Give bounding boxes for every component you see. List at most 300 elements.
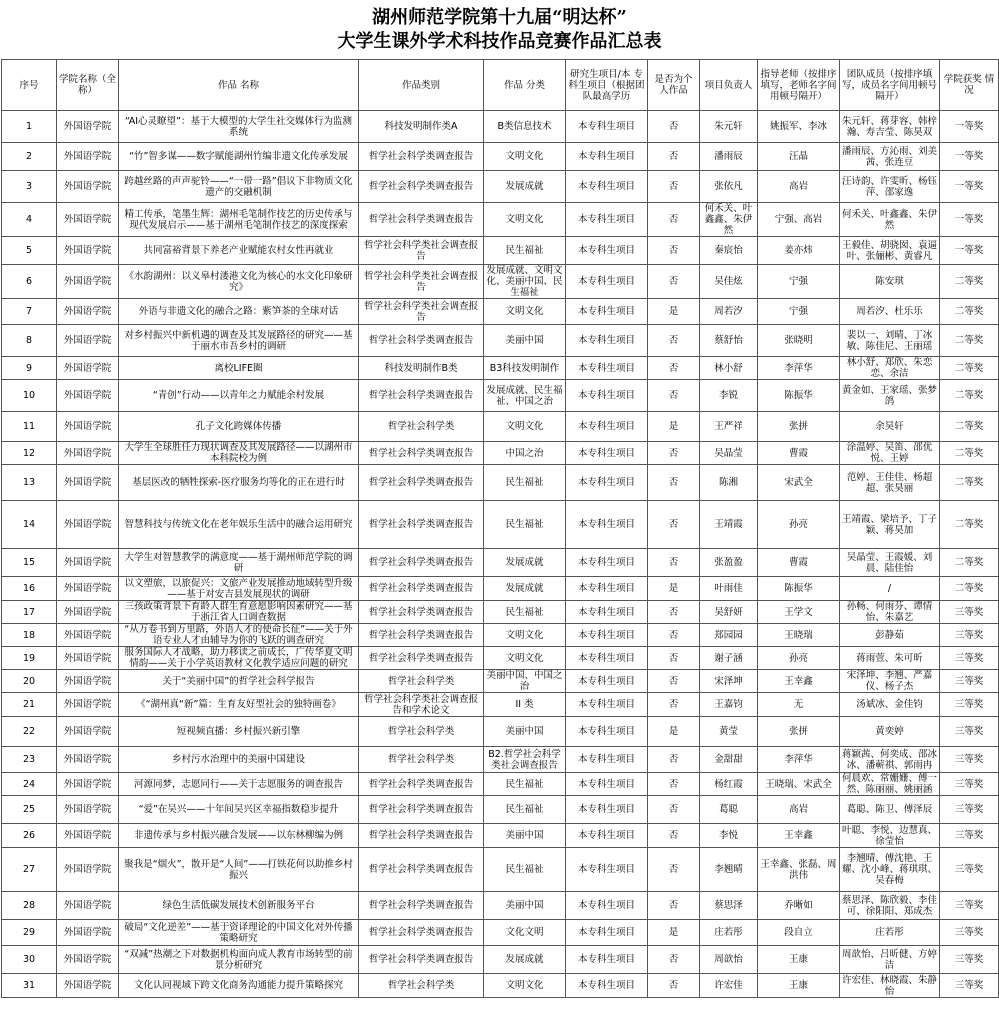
- cell-members: 蔡思泽、陈欣毅、李佳可、徐阳阳、郑成杰: [840, 892, 940, 920]
- cell-category: 哲学社会科学类调查报告: [359, 824, 484, 848]
- cell-category: 哲学社会科学类调查报告: [359, 501, 484, 549]
- cell-level: 本专科生项目: [566, 265, 648, 299]
- cell-advisor: 孙亮: [758, 501, 840, 549]
- cell-class: 美丽中国: [484, 717, 566, 747]
- cell-award: 三等奖: [940, 773, 999, 796]
- cell-leader: 吴佳炫: [700, 265, 758, 299]
- cell-level: 本专科生项目: [566, 143, 648, 171]
- table-row: [2, 265, 999, 299]
- cell-college: 外国语学院: [57, 946, 119, 974]
- cell-index: 13: [2, 465, 57, 501]
- cell-level: 本专科生项目: [566, 601, 648, 624]
- cell-advisor: 段自立: [758, 920, 840, 946]
- cell-award: 三等奖: [940, 647, 999, 670]
- cell-index: 9: [2, 357, 57, 380]
- cell-title: 大学生对智慧教学的满意度——基于湖州师范学院的调研: [119, 549, 359, 577]
- cell-class: 文明文化: [484, 203, 566, 237]
- cell-advisor: 王幸鑫: [758, 824, 840, 848]
- cell-leader: 李悦: [700, 824, 758, 848]
- cell-college: 外国语学院: [57, 717, 119, 747]
- cell-index: 23: [2, 747, 57, 773]
- cell-leader: 周歆怡: [700, 946, 758, 974]
- table-row: [2, 773, 999, 796]
- cell-members: 许宏佳、林晓霞、朱静怡: [840, 974, 940, 998]
- cell-college: 外国语学院: [57, 848, 119, 892]
- cell-college: 外国语学院: [57, 380, 119, 412]
- cell-leader: 周若汐: [700, 299, 758, 325]
- cell-advisor: 王晓瑞、宋武全: [758, 773, 840, 796]
- cell-level: 本专科生项目: [566, 501, 648, 549]
- cell-advisor: 王康: [758, 974, 840, 998]
- cell-title: “竹”智多谋——数字赋能湖州竹编非遗文化传承发展: [119, 143, 359, 171]
- cell-members: 宋泽坤、李翘、严嘉仪、杨子杰: [840, 670, 940, 693]
- table-row: [2, 717, 999, 747]
- cell-individual: 否: [648, 670, 700, 693]
- cell-category: 哲学社会科学类调查报告: [359, 380, 484, 412]
- table-row: [2, 465, 999, 501]
- table-header-row: [2, 60, 999, 111]
- cell-class: 发展成就、文明文化、美丽中国、民生福祉: [484, 265, 566, 299]
- cell-individual: 否: [648, 203, 700, 237]
- cell-index: 18: [2, 624, 57, 647]
- col-header: 是否为个人作品: [648, 60, 700, 111]
- cell-advisor: 无: [758, 693, 840, 717]
- cell-leader: 杨红霞: [700, 773, 758, 796]
- cell-class: 民生福祉: [484, 501, 566, 549]
- cell-college: 外国语学院: [57, 577, 119, 601]
- summary-table: [1, 59, 999, 998]
- cell-college: 外国语学院: [57, 357, 119, 380]
- cell-leader: 蔡思泽: [700, 892, 758, 920]
- cell-title: “双减”热潮之下对数据机构面向成人教育市场转型的前景分析研究: [119, 946, 359, 974]
- table-row: [2, 501, 999, 549]
- cell-class: 文明文化: [484, 412, 566, 442]
- cell-advisor: 曹霞: [758, 442, 840, 465]
- cell-leader: 黄莹: [700, 717, 758, 747]
- cell-leader: 庄若彤: [700, 920, 758, 946]
- cell-index: 11: [2, 412, 57, 442]
- cell-title: 精工传承，笔墨生辉：湖州毛笔制作技艺的历史传承与现代发展启示——基于湖州毛笔制作技艺的深度探索: [119, 203, 359, 237]
- cell-leader: 王严祥: [700, 412, 758, 442]
- cell-award: 二等奖: [940, 412, 999, 442]
- cell-individual: 否: [648, 647, 700, 670]
- table-row: [2, 974, 999, 998]
- cell-award: 三等奖: [940, 946, 999, 974]
- cell-members: /: [840, 577, 940, 601]
- cell-college: 外国语学院: [57, 203, 119, 237]
- cell-class: 文明文化: [484, 647, 566, 670]
- cell-category: 哲学社会科学类调查报告: [359, 549, 484, 577]
- cell-category: 科技发明制作B类: [359, 357, 484, 380]
- cell-class: B2.哲学社会科学类社会调查报告: [484, 747, 566, 773]
- cell-advisor: 王晓瑞: [758, 624, 840, 647]
- cell-level: 本专科生项目: [566, 773, 648, 796]
- cell-index: 28: [2, 892, 57, 920]
- cell-category: 哲学社会科学类社会调查报告: [359, 265, 484, 299]
- table-row: [2, 203, 999, 237]
- cell-level: 本专科生项目: [566, 203, 648, 237]
- cell-category: 哲学社会科学类调查报告: [359, 203, 484, 237]
- cell-title: 破局“文化逆差”——基于资译理论的中国文化对外传播策略研究: [119, 920, 359, 946]
- cell-title: “青创”行动——以青年之力赋能余村发展: [119, 380, 359, 412]
- cell-index: 3: [2, 171, 57, 203]
- cell-individual: 否: [648, 171, 700, 203]
- cell-class: 民生福祉: [484, 848, 566, 892]
- cell-individual: 否: [648, 601, 700, 624]
- col-header: 学院名称（全称）: [57, 60, 119, 111]
- cell-college: 外国语学院: [57, 143, 119, 171]
- cell-class: 文明文化: [484, 299, 566, 325]
- col-header: 作品类别: [359, 60, 484, 111]
- cell-award: 三等奖: [940, 624, 999, 647]
- cell-award: 一等奖: [940, 203, 999, 237]
- cell-index: 14: [2, 501, 57, 549]
- cell-index: 25: [2, 796, 57, 824]
- cell-advisor: 张拼: [758, 412, 840, 442]
- cell-level: 本专科生项目: [566, 717, 648, 747]
- cell-members: 汤斌冰、金佳钧: [840, 693, 940, 717]
- table-row: [2, 848, 999, 892]
- cell-class: 民生福祉: [484, 773, 566, 796]
- cell-advisor: 宁强、高岩: [758, 203, 840, 237]
- table-row: [2, 824, 999, 848]
- cell-individual: 是: [648, 577, 700, 601]
- cell-college: 外国语学院: [57, 325, 119, 357]
- cell-individual: 否: [648, 974, 700, 998]
- table-row: [2, 442, 999, 465]
- cell-leader: 张盈盈: [700, 549, 758, 577]
- cell-level: 本专科生项目: [566, 892, 648, 920]
- cell-college: 外国语学院: [57, 824, 119, 848]
- cell-award: 三等奖: [940, 670, 999, 693]
- cell-college: 外国语学院: [57, 412, 119, 442]
- cell-class: 民生福祉: [484, 465, 566, 501]
- cell-category: 哲学社会科学类调查报告: [359, 325, 484, 357]
- cell-award: 三等奖: [940, 824, 999, 848]
- cell-leader: 秦宸怡: [700, 237, 758, 265]
- cell-class: B类信息技术: [484, 111, 566, 143]
- cell-class: B3科技发明制作: [484, 357, 566, 380]
- col-header: 研究生项目/本 专科生项目（根据团队最高学历: [566, 60, 648, 111]
- cell-award: 二等奖: [940, 442, 999, 465]
- cell-title: 非遗传承与乡村振兴融合发展——以东林柳编为例: [119, 824, 359, 848]
- cell-level: 本专科生项目: [566, 357, 648, 380]
- cell-index: 20: [2, 670, 57, 693]
- cell-index: 4: [2, 203, 57, 237]
- cell-advisor: 宋武全: [758, 465, 840, 501]
- cell-award: 二等奖: [940, 265, 999, 299]
- cell-title: 《水韵湖州：以义皋村溇港文化为核心的水文化印象研究》: [119, 265, 359, 299]
- table-row: [2, 647, 999, 670]
- cell-level: 本专科生项目: [566, 848, 648, 892]
- cell-category: 哲学社会科学类调查报告: [359, 796, 484, 824]
- cell-leader: 吴舒妍: [700, 601, 758, 624]
- cell-members: 蒋雨萱、朱可昕: [840, 647, 940, 670]
- cell-leader: 吴晶莹: [700, 442, 758, 465]
- cell-index: 7: [2, 299, 57, 325]
- cell-leader: 许宏佳: [700, 974, 758, 998]
- cell-advisor: 李萍华: [758, 357, 840, 380]
- table-row: [2, 577, 999, 601]
- table-row: [2, 325, 999, 357]
- col-header: 项目负责人: [700, 60, 758, 111]
- cell-award: 二等奖: [940, 577, 999, 601]
- cell-level: 本专科生项目: [566, 747, 648, 773]
- cell-index: 5: [2, 237, 57, 265]
- col-header: 学院获奖 情况: [940, 60, 999, 111]
- cell-advisor: 汪晶: [758, 143, 840, 171]
- cell-title: 孔子文化跨媒体传播: [119, 412, 359, 442]
- cell-level: 本专科生项目: [566, 670, 648, 693]
- cell-category: 哲学社会科学类调查报告: [359, 647, 484, 670]
- cell-advisor: 王幸鑫、张磊、周洪伟: [758, 848, 840, 892]
- cell-award: 三等奖: [940, 920, 999, 946]
- cell-award: 一等奖: [940, 171, 999, 203]
- cell-level: 本专科生项目: [566, 824, 648, 848]
- cell-advisor: 高岩: [758, 796, 840, 824]
- cell-category: 哲学社会科学类社会调查报告和学术论文: [359, 693, 484, 717]
- cell-award: 二等奖: [940, 465, 999, 501]
- cell-college: 外国语学院: [57, 299, 119, 325]
- cell-level: 本专科生项目: [566, 946, 648, 974]
- cell-award: 二等奖: [940, 325, 999, 357]
- cell-category: 哲学社会科学类: [359, 747, 484, 773]
- cell-advisor: 王康: [758, 946, 840, 974]
- cell-index: 16: [2, 577, 57, 601]
- cell-members: 李翘晴、傅沈艳、王耀、沈小峰、蒋琪琪、吴春梅: [840, 848, 940, 892]
- cell-award: 三等奖: [940, 796, 999, 824]
- cell-advisor: 孙亮: [758, 647, 840, 670]
- cell-advisor: 王学文: [758, 601, 840, 624]
- cell-advisor: 高岩: [758, 171, 840, 203]
- cell-members: 孙畅、何雨芬、谭情怡、朱嘉艺: [840, 601, 940, 624]
- cell-members: 叶聪、李悦、边慧真、徐莹怡: [840, 824, 940, 848]
- col-header: 指导老师（按排序填写，老师名字间用顿号隔开）: [758, 60, 840, 111]
- cell-title: 服务国际人才战略，助力移读之前成长，广传华夏文明情韵——关于小学英语教材文化教学适应问题的研究: [119, 647, 359, 670]
- cell-leader: 葛聪: [700, 796, 758, 824]
- cell-college: 外国语学院: [57, 747, 119, 773]
- cell-college: 外国语学院: [57, 601, 119, 624]
- cell-category: 哲学社会科学类调查报告: [359, 624, 484, 647]
- table-row: [2, 357, 999, 380]
- cell-members: 陈安琪: [840, 265, 940, 299]
- cell-individual: 是: [648, 717, 700, 747]
- cell-award: 三等奖: [940, 693, 999, 717]
- cell-advisor: 宁强: [758, 265, 840, 299]
- table-row: [2, 693, 999, 717]
- cell-award: 二等奖: [940, 357, 999, 380]
- table-row: [2, 171, 999, 203]
- cell-award: 三等奖: [940, 747, 999, 773]
- cell-category: 哲学社会科学类: [359, 670, 484, 693]
- cell-category: 哲学社会科学类调查报告: [359, 892, 484, 920]
- cell-index: 21: [2, 693, 57, 717]
- cell-level: 本专科生项目: [566, 380, 648, 412]
- table-row: [2, 601, 999, 624]
- cell-award: 三等奖: [940, 848, 999, 892]
- cell-level: 本专科生项目: [566, 325, 648, 357]
- cell-level: 本专科生项目: [566, 237, 648, 265]
- cell-category: 哲学社会科学类调查报告: [359, 946, 484, 974]
- cell-college: 外国语学院: [57, 892, 119, 920]
- cell-class: 发展成就: [484, 577, 566, 601]
- table-row: [2, 892, 999, 920]
- cell-class: 中国之治: [484, 442, 566, 465]
- cell-award: 三等奖: [940, 717, 999, 747]
- cell-title: 大学生全球胜任力现状调查及其发展路径——以湖州市本科院校为例: [119, 442, 359, 465]
- cell-class: 文明文化: [484, 624, 566, 647]
- cell-title: 三孩政策背景下育龄人群生育意愿影响因素研究——基于浙江省人口调查数据: [119, 601, 359, 624]
- cell-college: 外国语学院: [57, 501, 119, 549]
- page-title: 湖州师范学院第十九届“明达杯”: [372, 7, 627, 28]
- cell-title: 基层医改的牺牲探索-医疗服务均等化的正在进行时: [119, 465, 359, 501]
- cell-individual: 否: [648, 693, 700, 717]
- cell-class: 发展成就、民生福祉、中国之治: [484, 380, 566, 412]
- cell-individual: 否: [648, 796, 700, 824]
- cell-category: 哲学社会科学类调查报告: [359, 442, 484, 465]
- cell-individual: 否: [648, 465, 700, 501]
- cell-class: 文明文化: [484, 143, 566, 171]
- cell-leader: 陈湘: [700, 465, 758, 501]
- cell-individual: 否: [648, 848, 700, 892]
- cell-advisor: 陈振华: [758, 577, 840, 601]
- cell-advisor: 李萍华: [758, 747, 840, 773]
- cell-index: 31: [2, 974, 57, 998]
- cell-members: 何禾关、叶鑫鑫、朱伊然: [840, 203, 940, 237]
- cell-index: 15: [2, 549, 57, 577]
- cell-leader: 潘雨辰: [700, 143, 758, 171]
- cell-title: 对乡村振兴中新机遇的调查及其发展路径的研究——基于丽水市吾乡村的调研: [119, 325, 359, 357]
- cell-title: 智慧科技与传统文化在老年娱乐生活中的融合运用研究: [119, 501, 359, 549]
- cell-class: 文明文化: [484, 974, 566, 998]
- cell-award: 一等奖: [940, 237, 999, 265]
- cell-level: 本专科生项目: [566, 171, 648, 203]
- cell-individual: 否: [648, 773, 700, 796]
- cell-title: 以文塑旅，以旅促兴：文旅产业发展推动地域转型升级——基于对安吉县发展现状的调研: [119, 577, 359, 601]
- cell-members: 黄金如、王家瑶、张梦鸽: [840, 380, 940, 412]
- cell-class: 民生福祉: [484, 237, 566, 265]
- cell-college: 外国语学院: [57, 442, 119, 465]
- cell-leader: 叶雨佳: [700, 577, 758, 601]
- cell-college: 外国语学院: [57, 265, 119, 299]
- cell-level: 本专科生项目: [566, 693, 648, 717]
- cell-index: 8: [2, 325, 57, 357]
- cell-level: 本专科生项目: [566, 465, 648, 501]
- table-row: [2, 237, 999, 265]
- cell-members: 黄奕婷: [840, 717, 940, 747]
- cell-class: 美丽中国: [484, 325, 566, 357]
- cell-advisor: 张晓明: [758, 325, 840, 357]
- cell-award: 二等奖: [940, 380, 999, 412]
- cell-individual: 是: [648, 920, 700, 946]
- cell-college: 外国语学院: [57, 465, 119, 501]
- cell-advisor: 姚振军、李冰: [758, 111, 840, 143]
- cell-advisor: 张拼: [758, 717, 840, 747]
- cell-advisor: 乔晰如: [758, 892, 840, 920]
- cell-level: 本专科生项目: [566, 412, 648, 442]
- cell-class: 发展成就: [484, 171, 566, 203]
- cell-level: 本专科生项目: [566, 111, 648, 143]
- cell-award: 二等奖: [940, 501, 999, 549]
- cell-members: 潘雨辰、方沁雨、刘美茜、张连豆: [840, 143, 940, 171]
- cell-index: 1: [2, 111, 57, 143]
- cell-class: 发展成就: [484, 549, 566, 577]
- cell-members: 何晨欢、常姗姗、傅一然、陈丽丽、姚丽涵: [840, 773, 940, 796]
- cell-award: 三等奖: [940, 892, 999, 920]
- cell-title: 聚我是“烟火”，散开是“人间”——打铁花何以助推乡村振兴: [119, 848, 359, 892]
- cell-individual: 否: [648, 824, 700, 848]
- cell-leader: 王嘉钧: [700, 693, 758, 717]
- cell-title: 河源同梦，志愿同行——关于志愿服务的调查报告: [119, 773, 359, 796]
- cell-individual: 否: [648, 237, 700, 265]
- cell-individual: 否: [648, 265, 700, 299]
- cell-title: 离校LIFE圈: [119, 357, 359, 380]
- cell-members: 王靖霞、梁培予、丁子颖、蒋昊加: [840, 501, 940, 549]
- cell-index: 12: [2, 442, 57, 465]
- cell-college: 外国语学院: [57, 237, 119, 265]
- col-header: 团队成员（按排序填写，成员名字间用顿号隔开）: [840, 60, 940, 111]
- cell-class: 民生福祉: [484, 796, 566, 824]
- cell-individual: 否: [648, 624, 700, 647]
- cell-level: 本专科生项目: [566, 299, 648, 325]
- cell-individual: 否: [648, 549, 700, 577]
- cell-class: 美丽中国、中国之治: [484, 670, 566, 693]
- cell-members: 蒋颖茜、何奕成、邵冰冰、潘蕲祺、郭雨冉: [840, 747, 940, 773]
- cell-individual: 是: [648, 299, 700, 325]
- cell-leader: 金甜甜: [700, 747, 758, 773]
- cell-individual: 否: [648, 357, 700, 380]
- cell-category: 哲学社会科学类调查报告: [359, 143, 484, 171]
- cell-members: 王毅佳、胡骁囡、袁逼叶、张俪彬、黄睿凡: [840, 237, 940, 265]
- cell-leader: 郑园园: [700, 624, 758, 647]
- cell-class: 美丽中国: [484, 824, 566, 848]
- cell-college: 外国语学院: [57, 670, 119, 693]
- table-row: [2, 380, 999, 412]
- cell-advisor: 姜亦炜: [758, 237, 840, 265]
- cell-members: 朱元轩、蒋芽容、韩梓瀚、寿吉莹、陈昊双: [840, 111, 940, 143]
- cell-leader: 宋泽坤: [700, 670, 758, 693]
- cell-class: 民生福祉: [484, 601, 566, 624]
- col-header: 作品 名称: [119, 60, 359, 111]
- cell-individual: 否: [648, 325, 700, 357]
- cell-title: 外语与非遗文化的融合之路：紫笋茶的全球对话: [119, 299, 359, 325]
- cell-level: 本专科生项目: [566, 442, 648, 465]
- cell-members: 吴晶莹、王霞媛、刘晨、陆佳怡: [840, 549, 940, 577]
- cell-category: 哲学社会科学类: [359, 974, 484, 998]
- cell-title: “AI心灵瞭望”：基于大模型的大学生社交媒体行为监测系统: [119, 111, 359, 143]
- table-row: [2, 796, 999, 824]
- cell-title: 乡村污水治理中的美丽中国建设: [119, 747, 359, 773]
- cell-award: 二等奖: [940, 299, 999, 325]
- col-header: 序号: [2, 60, 57, 111]
- cell-leader: 林小舒: [700, 357, 758, 380]
- cell-advisor: 宁强: [758, 299, 840, 325]
- cell-leader: 李翘晴: [700, 848, 758, 892]
- cell-award: 一等奖: [940, 143, 999, 171]
- cell-title: “爱”在吴兴——十年间吴兴区幸福指数稳步提升: [119, 796, 359, 824]
- cell-title: 短视频直播：乡村振兴新引擎: [119, 717, 359, 747]
- cell-college: 外国语学院: [57, 624, 119, 647]
- cell-title: 文化认同视域下跨文化商务沟通能力提升策略探究: [119, 974, 359, 998]
- cell-category: 科技发明制作类A: [359, 111, 484, 143]
- cell-college: 外国语学院: [57, 549, 119, 577]
- cell-category: 哲学社会科学类调查报告: [359, 848, 484, 892]
- cell-level: 本专科生项目: [566, 577, 648, 601]
- table-row: [2, 549, 999, 577]
- table-row: [2, 624, 999, 647]
- cell-advisor: 曹霞: [758, 549, 840, 577]
- cell-index: 6: [2, 265, 57, 299]
